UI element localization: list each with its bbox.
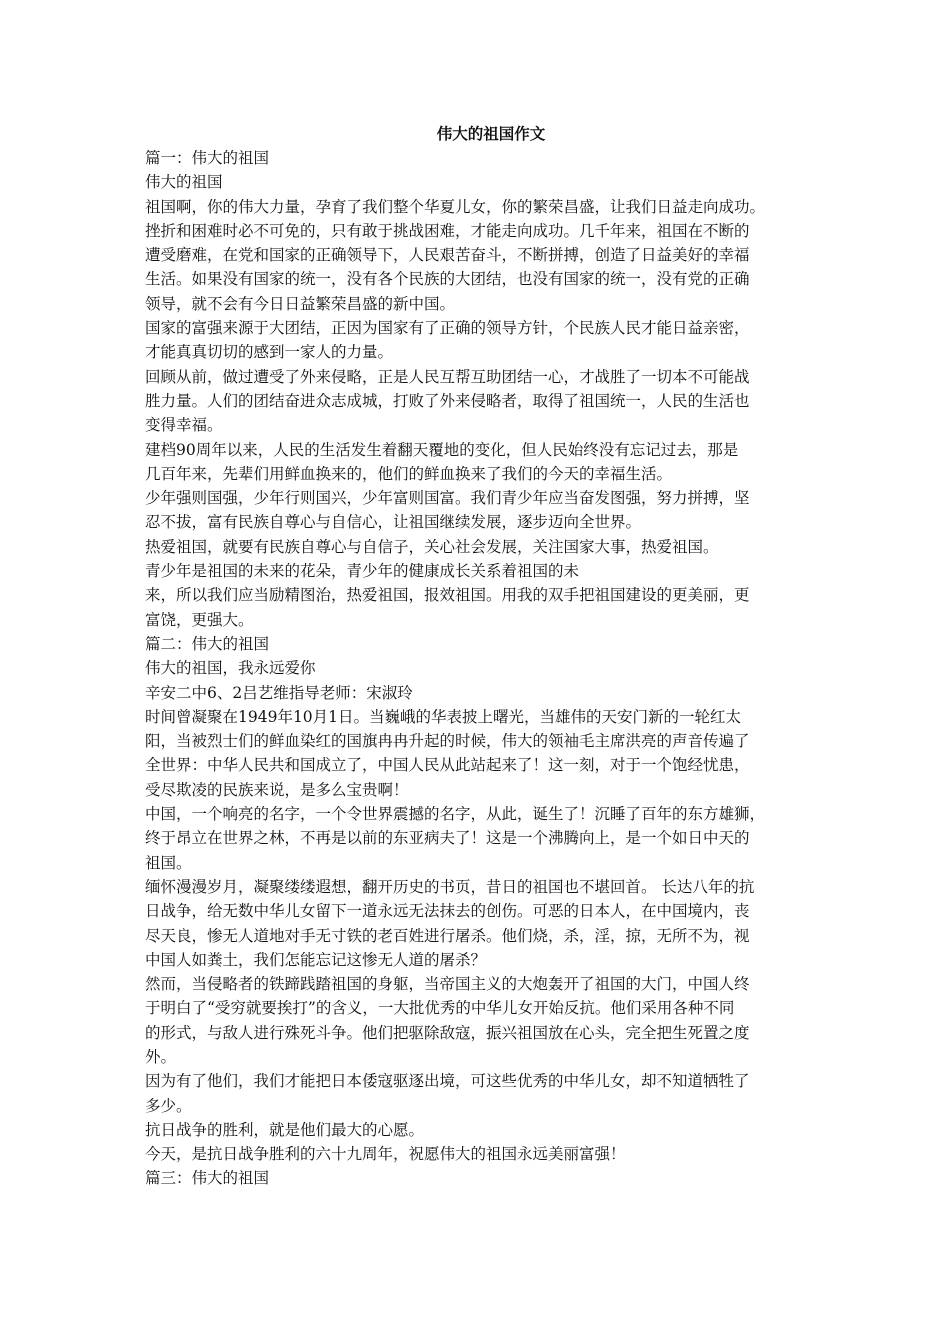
text-line: 时间曾凝聚在1949年10月1日。当巍峨的华表披上曙光，当雄伟的天安门新的一轮红太 [145, 707, 742, 726]
text-line: 遭受磨难，在党和国家的正确领导下，人民艰苦奋斗，不断拼搏，创造了日益美好的幸福 [145, 246, 750, 265]
document-title: 伟大的祖国作文 [436, 124, 546, 143]
text-line: 几百年来，先辈们用鲜血换来的，他们的鲜血换来了我们的今天的幸福生活。 [145, 464, 673, 483]
text-line: 篇二：伟大的祖国 [145, 634, 270, 653]
document-page [145, 122, 813, 1191]
text-line: 外。 [145, 1047, 177, 1066]
text-line: 缅怀漫漫岁月，凝聚缕缕遐想，翻开历史的书页，昔日的祖国也不堪回首。 长达八年的抗 [145, 877, 755, 896]
text-line: 中国，一个响亮的名字，一个令世界震撼的名字，从此，诞生了！沉睡了百年的东方雄狮， [145, 805, 766, 824]
text-line: 富饶，更强大。 [145, 610, 254, 629]
text-line: 生活。如果没有国家的统一，没有各个民族的大团结，也没有国家的统一，没有党的正确 [145, 270, 750, 289]
text-line: 日战争，给无数中华儿女留下一道永远无法抹去的创伤。可恶的日本人，在中国境内，丧 [145, 902, 750, 921]
text-line: 因为有了他们，我们才能把日本倭寇驱逐出境，可这些优秀的中华儿女，却不知道牺牲了 [145, 1072, 750, 1091]
text-line: 今天，是抗日战争胜利的六十九周年，祝愿伟大的祖国永远美丽富强！ [145, 1145, 626, 1164]
text-line: 抗日战争的胜利，就是他们最大的心愿。 [145, 1120, 425, 1139]
text-line: 回顾从前，做过遭受了外来侵略，正是人民互帮互助团结一心，才战胜了一切本不可能战 [145, 367, 750, 386]
text-line: 忍不拔，富有民族自尊心与自信心，让祖国继续发展，逐步迈向全世界。 [145, 513, 642, 532]
text-line: 领导，就不会有今日日益繁荣昌盛的新中国。 [145, 294, 456, 313]
text-line: 祖国。 [145, 853, 192, 872]
text-line: 中国人如粪土，我们怎能忘记这惨无人道的屠杀？ [145, 950, 487, 969]
text-line: 受尽欺凌的民族来说，是多么宝贵啊！ [145, 780, 409, 799]
text-line: 热爱祖国，就要有民族自尊心与自信子，关心社会发展，关注国家大事，热爱祖国。 [145, 537, 719, 556]
text-line: 全世界：中华人民共和国成立了，中国人民从此站起来了！这一刻，对于一个饱经忧患， [145, 756, 750, 775]
text-line: 辛安二中6、2吕艺维指导老师：宋淑玲 [145, 683, 413, 702]
document-body [145, 146, 813, 1191]
text-line: 国家的富强来源于大团结，正因为国家有了正确的领导方针，个民族人民才能日益亲密， [145, 319, 750, 338]
text-line: 伟大的祖国，我永远爱你 [145, 659, 316, 678]
text-line: 篇一：伟大的祖国 [145, 149, 270, 167]
text-line: 胜力量。人们的团结奋进众志成城，打败了外来侵略者，取得了祖国统一，人民的生活也 [145, 391, 750, 410]
text-line: 阳，当被烈士们的鲜血染红的国旗冉冉升起的时候，伟大的领袖毛主席洪亮的声音传遍了 [145, 732, 750, 751]
text-line: 篇三：伟大的祖国 [145, 1169, 270, 1188]
text-line: 来，所以我们应当励精图治，热爱祖国，报效祖国。用我的双手把祖国建设的更美丽，更 [145, 586, 750, 605]
text-line: 于明白了“受穷就要挨打”的含义，一大批优秀的中华儿女开始反抗。他们采用各种不同 [145, 999, 735, 1018]
text-line: 的形式，与敌人进行殊死斗争。他们把驱除敌寇，振兴祖国放在心头，完全把生死置之度 [145, 1023, 750, 1042]
text-line: 伟大的祖国 [145, 173, 223, 192]
text-line: 终于昂立在世界之林，不再是以前的东亚病夫了！这是一个沸腾向上，是一个如日中天的 [145, 829, 750, 848]
text-line: 祖国啊，你的伟大力量，孕育了我们整个华夏儿女，你的繁荣昌盛，让我们日益走向成功。 [145, 197, 766, 216]
text-line: 多少。 [145, 1096, 192, 1115]
text-line: 才能真真切切的感到一家人的力量。 [145, 343, 394, 362]
text-line: 建档90周年以来，人民的生活发生着翻天覆地的变化，但人民始终没有忘记过去，那是 [145, 440, 739, 459]
text-line: 变得幸福。 [145, 416, 223, 435]
text-line: 尽天良，惨无人道地对手无寸铁的老百姓进行屠杀。他们烧，杀，淫，掠，无所不为，视 [145, 926, 750, 945]
text-line: 青少年是祖国的未来的花朵，青少年的健康成长关系着祖国的未 [145, 562, 580, 581]
text-line: 挫折和困难时必不可免的，只有敢于挑战困难，才能走向成功。几千年来，祖国在不断的 [145, 221, 750, 240]
text-line: 少年强则国强，少年行则国兴，少年富则国富。我们青少年应当奋发图强，努力拼搏，坚 [145, 489, 750, 508]
text-line: 然而，当侵略者的铁蹄践踏祖国的身躯，当帝国主义的大炮轰开了祖国的大门，中国人终 [145, 975, 750, 994]
